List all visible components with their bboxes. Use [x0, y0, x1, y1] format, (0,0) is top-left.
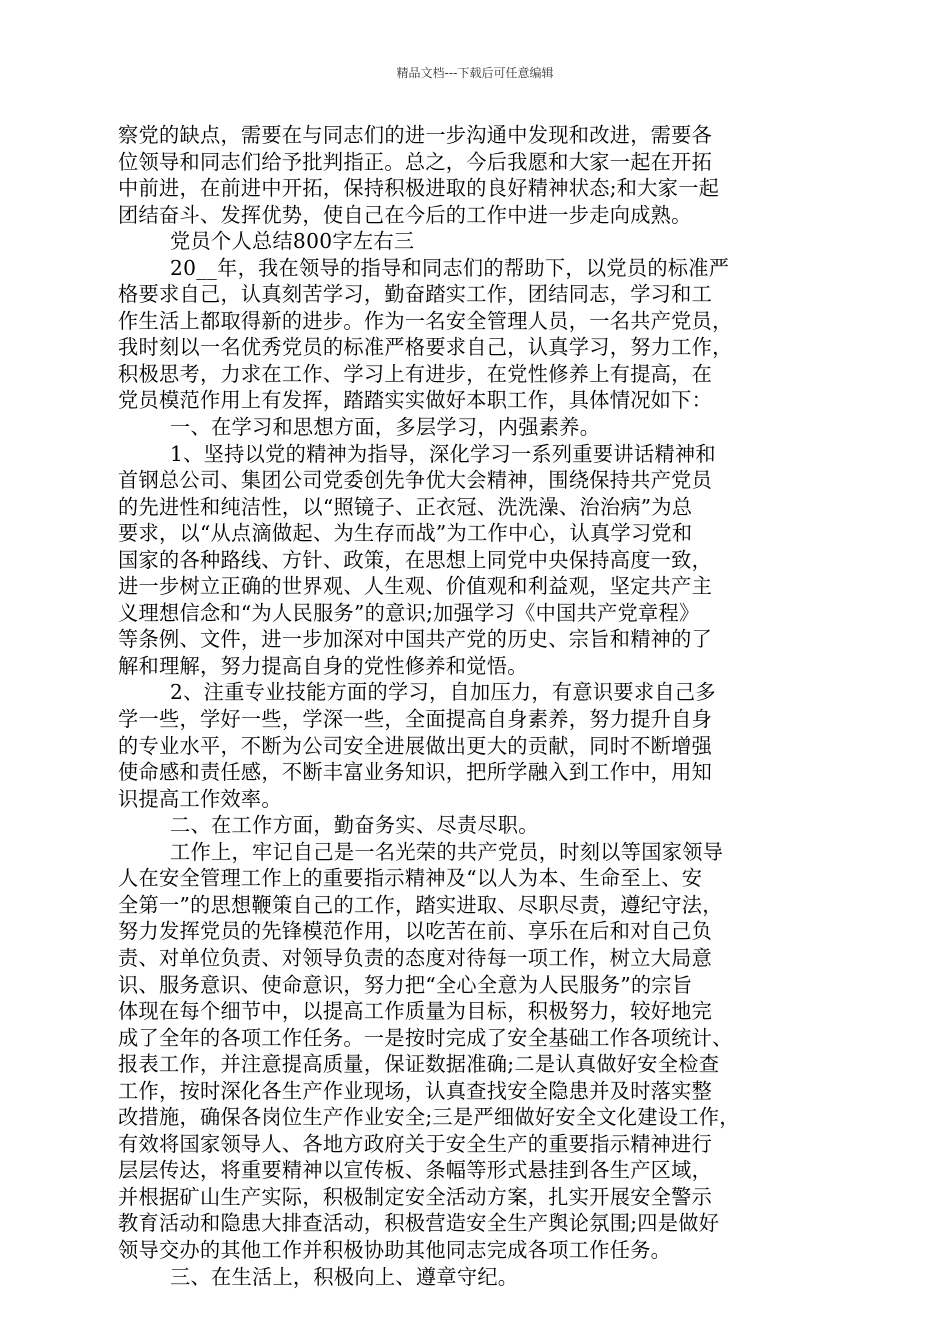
text-line: 义理想信念和“为人民服务”的意识;加强学习《中国共产党章程》	[118, 600, 700, 625]
text-line: 位领导和同志们给予批判指正。总之，今后我愿和大家一起在开拓	[118, 149, 713, 174]
text-line: 等条例、文件，进一步加深对中国共产党的历史、宗旨和精神的了	[118, 627, 713, 652]
text-line: 格要求自己，认真刻苦学习，勤奋踏实工作，团结同志，学习和工	[118, 282, 713, 307]
text-line: 学一些，学好一些，学深一些，全面提高自身素养，努力提升自身	[118, 707, 713, 732]
text-line: 工作，按时深化各生产作业现场，认真查找安全隐患并及时落实整	[118, 1078, 713, 1103]
text-line: 一、在学习和思想方面，多层学习，内强素养。	[170, 415, 601, 440]
text-line: 2、注重专业技能方面的学习，自加压力，有意识要求自己多	[170, 680, 716, 705]
text-line: 的先进性和纯洁性，以“照镜子、正衣冠、洗洗澡、治治病”为总	[118, 494, 693, 519]
text-line: 中前进，在前进中开拓，保持积极进取的良好精神状态;和大家一起	[118, 176, 720, 201]
text-line: 成了全年的各项工作任务。一是按时完成了安全基础工作各项统计、	[118, 1025, 733, 1050]
text-line: 人在安全管理工作上的重要指示精神及“以人为本、生命至上、安	[118, 866, 703, 891]
text-line: 并根据矿山生产实际，积极制定安全活动方案，扎实开展安全警示	[118, 1184, 713, 1209]
text-line: 首钢总公司、集团公司党委创先争优大会精神，围绕保持共产党员	[118, 468, 713, 493]
text-line: 领导交办的其他工作并积极协助其他同志完成各项工作任务。	[118, 1237, 672, 1262]
text-line: 使命感和责任感，不断丰富业务知识，把所学融入到工作中，用知	[118, 760, 713, 785]
text-line: 三、在生活上，积极向上、遵章守纪。	[170, 1264, 519, 1289]
text-line: 体现在每个细节中，以提高工作质量为目标，积极努力，较好地完	[118, 999, 713, 1024]
text-line: 进一步树立正确的世界观、人生观、价值观和利益观，坚定共产主	[118, 574, 713, 599]
text-line: 我时刻以一名优秀党员的标准严格要求自己，认真学习，努力工作，	[118, 335, 733, 360]
document-body	[118, 122, 834, 1290]
text-line: 有效将国家领导人、各地方政府关于安全生产的重要指示精神进行	[118, 1131, 713, 1156]
text-line: 察党的缺点，需要在与同志们的进一步沟通中发现和改进，需要各	[118, 123, 713, 147]
text-line: 团结奋斗、发挥优势，使自己在今后的工作中进一步走向成熟。	[118, 202, 692, 227]
text-line: 工作上，牢记自己是一名光荣的共产党员，时刻以等国家领导	[170, 839, 724, 864]
text-line: 1、坚持以党的精神为指导，深化学习一系列重要讲话精神和	[170, 441, 716, 466]
text-line: 报表工作，并注意提高质量，保证数据准确;二是认真做好安全检查	[118, 1052, 720, 1077]
text-line: 积极思考，力求在工作、学习上有进步，在党性修养上有提高，在	[118, 361, 713, 386]
text-line: 解和理解，努力提高自身的党性修养和觉悟。	[118, 653, 528, 678]
text-line: 党员模范作用上有发挥，踏踏实实做好本职工作，具体情况如下：	[118, 388, 713, 413]
text-line: 识、服务意识、使命意识，努力把“全心全意为人民服务”的宗旨	[118, 972, 693, 997]
text-line: 识提高工作效率。	[118, 786, 282, 811]
text-line: 要求，以“从点滴做起、为生存而战”为工作中心，认真学习党和	[118, 521, 693, 546]
text-line: 层层传达，将重要精神以宣传板、条幅等形式悬挂到各生产区域，	[118, 1158, 713, 1183]
text-line: 国家的各种路线、方针、政策，在思想上同党中央保持高度一致，	[118, 547, 713, 572]
text-line: 改措施，确保各岗位生产作业安全;三是严细做好安全文化建设工作，	[118, 1105, 740, 1130]
text-line: 全第一”的思想鞭策自己的工作，踏实进取、尽职尽责，遵纪守法，	[118, 892, 723, 917]
text-line: 努力发挥党员的先锋模范作用，以吃苦在前、享乐在后和对自己负	[118, 919, 713, 944]
text-line: 责、对单位负责、对领导负责的态度对待每一项工作，树立大局意	[118, 945, 713, 970]
text-line: 党员个人总结800字左右三	[170, 229, 415, 254]
text-line: 作生活上都取得新的进步。作为一名安全管理人员，一名共产党员，	[118, 308, 733, 333]
text-line: 二、在工作方面，勤奋务实、尽责尽职。	[170, 813, 539, 838]
text-line: 的专业水平，不断为公司安全进展做出更大的贡献，同时不断增强	[118, 733, 713, 758]
page-header: 精品文档---下载后可任意编辑	[396, 66, 554, 80]
text-line: 20__年，我在领导的指导和同志们的帮助下，以党员的标准严	[170, 255, 730, 280]
text-line: 教育活动和隐患大排查活动，积极营造安全生产舆论氛围;四是做好	[118, 1211, 720, 1236]
